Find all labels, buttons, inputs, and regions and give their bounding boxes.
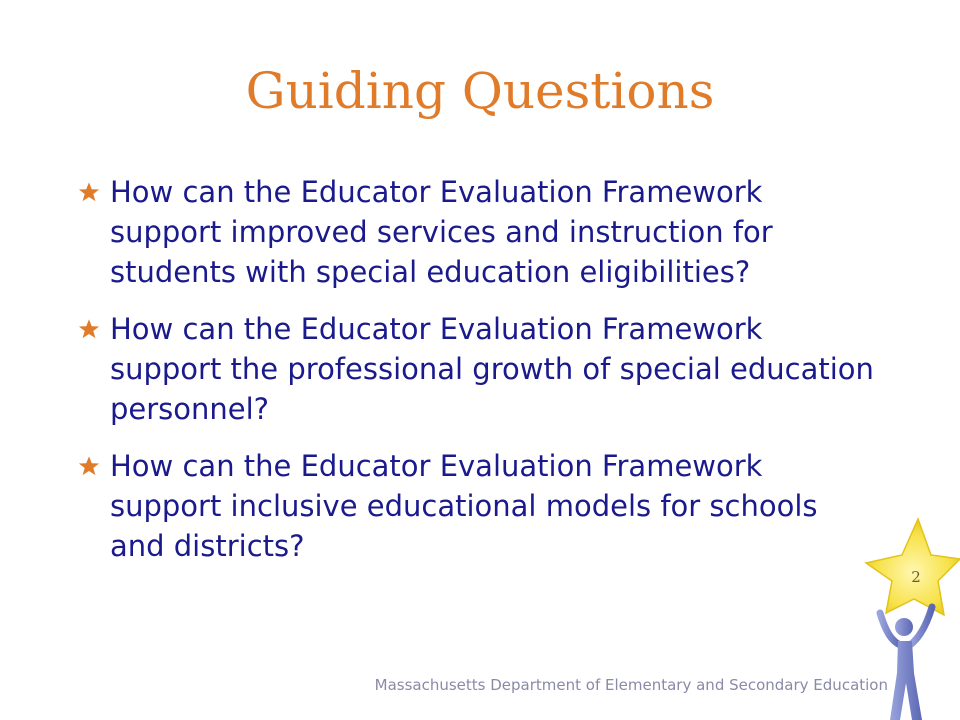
bullet-text: How can the Educator Evaluation Framework support inclusive educational models for schools and districts?	[110, 449, 818, 563]
bullet-text: How can the Educator Evaluation Framework support the professional growth of special education personnel?	[110, 312, 874, 426]
star-bullet-icon	[78, 181, 100, 203]
bullet-item	[78, 446, 878, 566]
bullet-text: How can the Educator Evaluation Framework support improved services and instruction for students with special education eligibilities?	[110, 175, 773, 289]
star-bullet-icon	[78, 318, 100, 340]
bullet-item	[78, 172, 878, 292]
bullet-item	[78, 309, 878, 429]
star-bullet-icon	[78, 455, 100, 477]
slide-title: Guiding Questions	[245, 62, 715, 120]
page-number: 2	[911, 568, 921, 586]
footer-text: Massachusetts Department of Elementary and Secondary Education	[374, 676, 888, 694]
bullet-list	[78, 172, 878, 583]
